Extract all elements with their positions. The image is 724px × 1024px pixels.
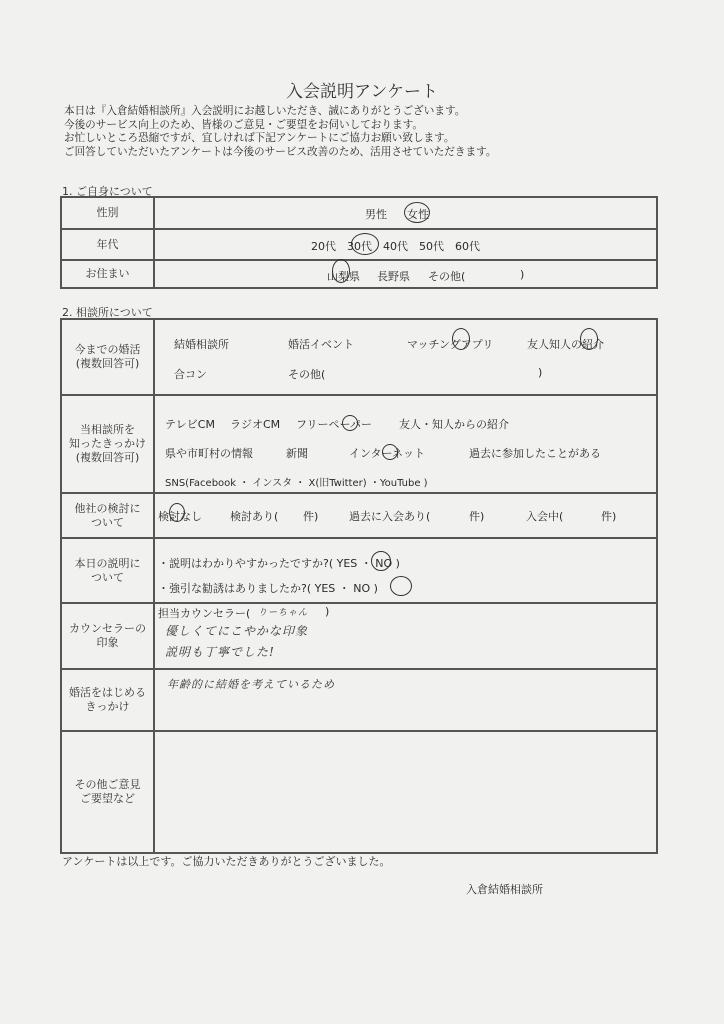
- competitors-row: [62, 492, 656, 537]
- option-friend-intro[interactable]: 友人知人の紹介: [527, 338, 604, 351]
- option-other-close: ): [538, 366, 543, 379]
- selection-circle-icon: [371, 551, 391, 571]
- signature: 入倉結婚相談所: [466, 883, 543, 896]
- competitors-label: 他社の検討に ついて: [62, 494, 155, 537]
- intro-line: ご回答していただいたアンケートは今後のサービス改善のため、活用させていただきます。: [64, 145, 497, 158]
- footer-text: アンケートは以上です。ご協力いただきありがとうございました。: [62, 855, 391, 868]
- section1-heading: 1. ご自身について: [62, 185, 153, 198]
- counselor-prompt: 担当カウンセラー(: [158, 607, 251, 620]
- option-yamanashi[interactable]: 山梨県: [327, 270, 360, 283]
- age-options: [155, 230, 656, 259]
- option-past-member[interactable]: 過去に入会あり(: [349, 510, 431, 523]
- option-30s[interactable]: 30代: [347, 240, 372, 253]
- counselor-label: カウンセラーの 印象: [62, 604, 155, 668]
- section1-table: [60, 196, 658, 289]
- explanation-questions: [155, 539, 656, 602]
- option-free-paper[interactable]: フリーペーパー: [296, 418, 373, 431]
- counselor-note: 優しくてにこやかな印象: [165, 624, 309, 638]
- option-other[interactable]: その他(: [288, 368, 326, 381]
- selection-circle-icon: [332, 259, 350, 283]
- considering-count-suffix: 件): [303, 510, 319, 523]
- option-konkatsu-event[interactable]: 婚活イベント: [288, 338, 354, 351]
- question-pushy-sales[interactable]: ・強引な勧誘はありましたか?( YES ・ NO ): [158, 582, 378, 595]
- explanation-label: 本日の説明に ついて: [62, 539, 155, 602]
- counselor-name: りーちゃん: [258, 608, 309, 618]
- residence-options: [155, 261, 656, 287]
- intro-line: お忙しいところ恐縮ですが、宜しければ下記アンケートにご協力お願い致します。: [64, 132, 455, 145]
- option-female[interactable]: 女性: [407, 208, 429, 221]
- option-prefecture-info[interactable]: 県や市町村の情報: [165, 447, 253, 460]
- motivation-answer-field[interactable]: [155, 670, 656, 730]
- intro-line: 今後のサービス向上のため、皆様のご意見・ご要望をお伺いしております。: [64, 118, 423, 131]
- other-answer-field[interactable]: [155, 732, 656, 852]
- motivation-label: 婚活をはじめる きっかけ: [62, 670, 155, 730]
- other-label: その他ご意見 ご要望など: [62, 732, 155, 852]
- option-matching-app[interactable]: マッチングアプリ: [407, 338, 494, 351]
- counselor-row: [62, 602, 656, 668]
- option-other[interactable]: その他(: [428, 270, 466, 283]
- source-label: 当相談所を 知ったきっかけ (複数回答可): [62, 396, 155, 492]
- residence-row: [62, 259, 656, 287]
- gender-label: 性別: [62, 198, 155, 228]
- intro-line: 本日は『入倉結婚相談所』入会説明にお越しいただき、誠にありがとうございます。: [64, 105, 466, 117]
- selection-circle-icon: [452, 328, 470, 350]
- option-newspaper[interactable]: 新聞: [286, 447, 308, 460]
- option-considering[interactable]: 検討あり(: [230, 510, 279, 523]
- page-title: 入会説明アンケート: [286, 82, 438, 102]
- history-label: 今までの婚活 (複数回答可): [62, 320, 155, 394]
- selection-circle-icon: [351, 233, 379, 255]
- motivation-answer: 年齢的に結婚を考えているため: [167, 678, 335, 691]
- past-count-suffix: 件): [469, 510, 485, 523]
- option-other-close: ): [520, 268, 525, 281]
- option-past-participation[interactable]: 過去に参加したことがある: [469, 447, 601, 460]
- history-row: [62, 320, 656, 394]
- selection-circle-icon: [169, 503, 185, 522]
- history-options: [155, 320, 656, 394]
- option-radio-cm[interactable]: ラジオCM: [230, 418, 281, 431]
- section2-heading: 2. 相談所について: [62, 306, 153, 319]
- counselor-note: 説明も丁寧でした!: [165, 645, 275, 659]
- option-current-member[interactable]: 入会中(: [526, 510, 564, 523]
- gender-row: [62, 198, 656, 228]
- motivation-row: [62, 668, 656, 730]
- counselor-prompt-close: ): [325, 605, 330, 618]
- option-nagano[interactable]: 長野県: [377, 270, 410, 283]
- option-friend-referral[interactable]: 友人・知人からの紹介: [399, 418, 509, 431]
- option-50s[interactable]: 50代: [419, 240, 444, 253]
- option-60s[interactable]: 60代: [455, 240, 480, 253]
- option-goukon[interactable]: 合コン: [174, 368, 207, 381]
- option-tv-cm[interactable]: テレビCM: [165, 418, 215, 431]
- selection-circle-icon: [404, 202, 430, 223]
- option-no-consideration[interactable]: 検討なし: [158, 510, 202, 523]
- explanation-row: [62, 537, 656, 602]
- option-20s[interactable]: 20代: [311, 240, 336, 253]
- option-40s[interactable]: 40代: [383, 240, 408, 253]
- option-internet[interactable]: インターネット: [349, 447, 426, 460]
- source-row: [62, 394, 656, 492]
- selection-circle-icon: [580, 328, 598, 350]
- age-label: 年代: [62, 230, 155, 259]
- age-row: [62, 228, 656, 259]
- gender-options: [155, 198, 656, 228]
- option-marriage-agency[interactable]: 結婚相談所: [174, 338, 229, 351]
- option-male[interactable]: 男性: [365, 208, 387, 221]
- option-sns[interactable]: SNS(Facebook ・ インスタ ・ X(旧Twitter) ・YouTube ): [165, 478, 428, 489]
- other-row: [62, 730, 656, 852]
- selection-circle-icon: [382, 444, 398, 460]
- counselor-impression[interactable]: [155, 604, 656, 668]
- current-count-suffix: 件): [601, 510, 617, 523]
- competitors-options: [155, 494, 656, 537]
- source-options: [155, 396, 656, 492]
- question-clarity[interactable]: ・説明はわかりやすかったですか?( YES ・ NO ): [158, 557, 400, 570]
- section2-table: [60, 318, 658, 854]
- selection-circle-icon: [390, 576, 412, 596]
- intro-text: [64, 105, 496, 159]
- residence-label: お住まい: [62, 261, 155, 287]
- selection-circle-icon: [342, 415, 358, 431]
